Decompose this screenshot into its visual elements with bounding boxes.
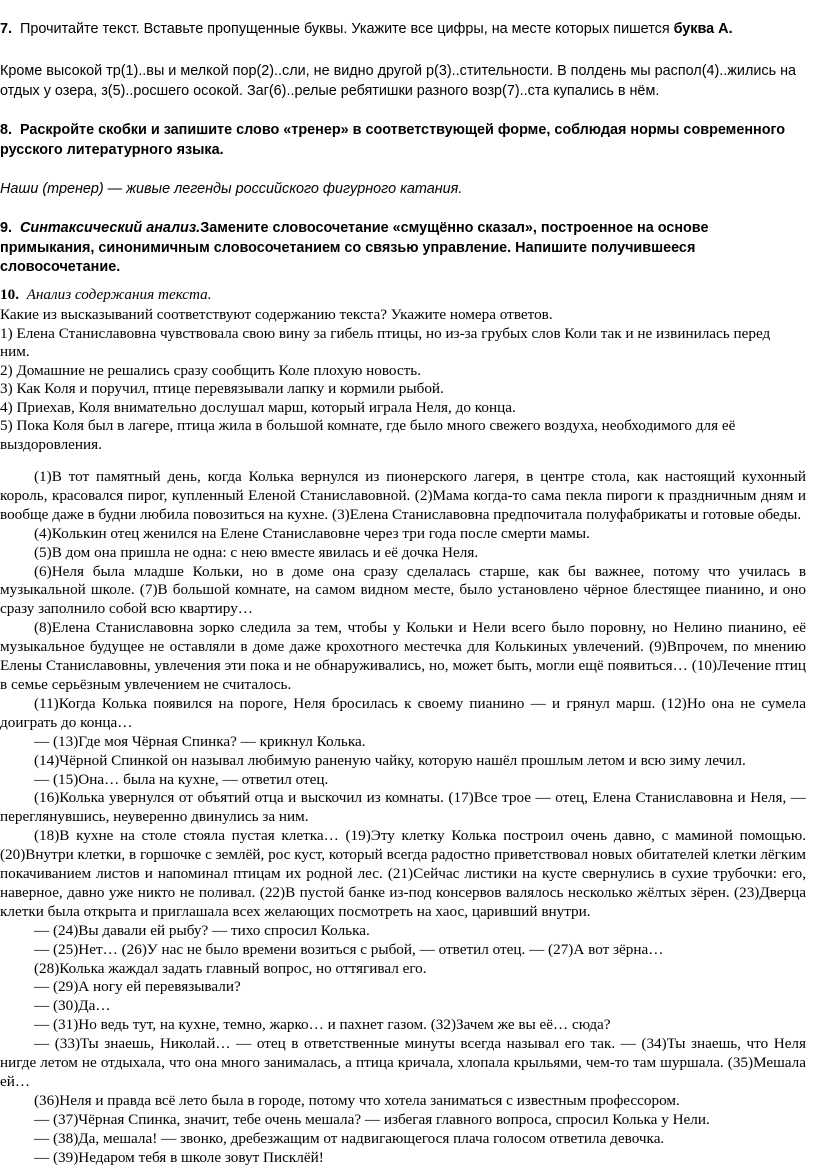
question-9-number: 9. <box>0 220 13 236</box>
story-paragraph: (18)В кухне на столе стояла пустая клетка… (19)Эту клетку Колька построил очень давно, с маминой помощью. (20)Внутри клетки, в горшочке с землёй, рос куст, который всегда радостно приветствовал новых обитателей клетки лёгким покачиванием листов и напоминал птицам их родной лес. (21)Сейчас листики на кусте свернулись в сухие трубочки: его, наверное, давно уже никто не поливал. (22)В пустой банке из-под консервов валялось несколько жёлтых зёрен. (23)Дверца клетки была открыта и приглашала всех желающих посмотреть на хаос, царивший внутри. <box>0 827 806 920</box>
question-9 <box>0 219 800 278</box>
story-paragraph: — (33)Ты знаешь, Николай… — отец в ответственные минуты всегда называл его так. — (34)Ты знаешь, что Неля нигде летом не отдыхала, что она много занималась, а птица кричала, хлопала крыльями, чем-то там шуршала. (35)Мешала ей… <box>0 1035 806 1090</box>
story-paragraph: — (37)Чёрная Спинка, значит, тебе очень мешала? — избегая главного вопроса, спросил Колька у Нели. <box>34 1110 710 1128</box>
story-paragraph: — (30)Да… <box>34 997 111 1015</box>
story-paragraph: — (38)Да, мешала! — звонко, дребезжащим от надвигающегося плача голосом ответила девочка. <box>34 1129 665 1147</box>
answer-option-1: 1) Елена Станиславовна чувствовала свою вину за гибель птицы, но из-за грубых слов Коли так и не извинилась перед ним. <box>0 324 771 360</box>
answer-option-4: 4) Приехав, Коля внимательно дослушал марш, который играла Неля, до конца. <box>0 398 516 416</box>
story-paragraph: (6)Неля была младше Кольки, но в доме она сразу сделалась старше, как бы важнее, потому что училась в музыкальной школе. (7)В большой комнате, на самом видном месте, было установлено чёрное блестящее пианино, и оно сразу заполнило собой всю квартиру… <box>0 562 806 618</box>
answer-option-2: 2) Домашние не решались сразу сообщить Коле плохую новость. <box>0 361 421 379</box>
question-8-number: 8. <box>0 122 13 138</box>
story-paragraph: (11)Когда Колька появился на пороге, Неля бросилась к своему пианино — и грянул марш. (12)Но она не сумела доиграть до конца… <box>0 694 806 731</box>
question-8-sentence <box>0 180 816 199</box>
question-7-number: 7. <box>0 21 13 37</box>
question-10-title: Анализ содержания текста. <box>26 286 212 303</box>
question-7-prompt <box>0 20 816 39</box>
question-7-text: Прочитайте текст. Вставьте пропущенные буквы. Укажите все цифры, на месте которых пишется <box>20 21 670 37</box>
story-paragraph: (28)Колька жаждал задать главный вопрос, но оттягивал его. <box>34 959 427 977</box>
story-paragraph: (14)Чёрной Спинкой он называл любимую раненую чайку, которую нашёл прошлым летом и всю зиму лечил. <box>34 751 746 769</box>
question-7 <box>0 20 816 39</box>
question-10 <box>0 285 816 304</box>
question-8 <box>0 121 800 160</box>
story-paragraph: — (13)Где моя Чёрная Спинка? — крикнул Колька. <box>34 732 366 750</box>
question-7-passage: Кроме высокой тр(1)..вы и мелкой пор(2)..сли, не видно другой р(3)..стительности. В полдень мы распол(4)..жились на отдых у озера, з(5)..росшего осокой. Заг(6)..релые ребятишки разного возр(7)..ста купались в нём. <box>0 63 797 99</box>
story-paragraph: — (31)Но ведь тут, на кухне, темно, жарко… и пахнет газом. (32)Зачем же вы её… сюда? <box>34 1016 611 1034</box>
story-paragraph: — (15)Она… была на кухне, — ответил отец. <box>34 770 329 788</box>
question-10-number: 10. <box>0 286 19 303</box>
story-paragraph: (36)Неля и правда всё лето была в городе, потому что хотела заниматься с известным профессором. <box>34 1091 680 1109</box>
story-paragraph: (4)Колькин отец женился на Елене Станиславовне через три года после смерти мамы. <box>34 524 590 542</box>
question-9-task: Замените словосочетание «смущённо сказал», построенное на основе примыкания, синонимичным словосочетанием со связью управление. Напишите получившееся словосочетание. <box>0 220 709 275</box>
answer-option-5: 5) Пока Коля был в лагере, птица жила в большой комнате, где было много свежего воздуха, необходимого для её выздоровления. <box>0 417 736 453</box>
story-paragraph: — (39)Недаром тебя в школе зовут Писклёй! <box>34 1148 324 1166</box>
story-paragraph: — (25)Нет… (26)У нас не было времени возиться с рыбой, — ответил отец. — (27)А вот зёрна… <box>34 940 664 958</box>
story-text <box>0 468 806 1168</box>
answer-option-3: 3) Как Коля и поручил, птице перевязывали лапку и кормили рыбой. <box>0 380 444 397</box>
story-paragraph: (8)Елена Станиславовна зорко следила за тем, чтобы у Кольки и Нели всего было поровну, но Нелино пианино, её музыкальное будущее не оставляли в доме даже крохотного местечка для Колькиных увлечений. (9)Впрочем, по мнению Елены Станиславовны, увлечения эти пока и не обнаруживались, но, может быть, могли ещё появиться… (10)Лечение птиц в семье серьёзным увлечением не считалось. <box>0 619 806 693</box>
story-paragraph: (5)В дом она пришла не одна: с нею вместе явилась и её дочка Неля. <box>34 543 479 561</box>
story-paragraph: — (29)А ногу ей перевязывали? <box>34 978 241 996</box>
question-8-sentence-text: Наши (тренер) — живые легенды российского фигурного катания. <box>0 181 463 197</box>
question-10-body <box>0 306 800 454</box>
story-paragraph: (16)Колька увернулся от объятий отца и выскочил из комнаты. (17)Все трое — отец, Елена Станиславовна и Неля, — переглянувшись, неуверенно двинулись за ним. <box>0 789 806 826</box>
question-9-title: Синтаксический анализ. <box>20 220 201 236</box>
story-paragraph: (1)В тот памятный день, когда Колька вернулся из пионерского лагеря, в центре стола, как настоящий кухонный король, красовался пирог, купленный Еленой Станиславовной. (2)Мама когда-то сама пекла пироги к праздничным дням и вообще даже в будни любила повозиться на кухне. (3)Елена Станиславовна предпочитала полуфабрикаты и готовые обеды. <box>0 468 806 523</box>
story-paragraph: — (24)Вы давали ей рыбу? — тихо спросил Колька. <box>34 921 370 939</box>
question-8-task: Раскройте скобки и запишите слово «тренер» в соответствующей форме, соблюдая нормы современного русского литературного языка. <box>0 122 786 158</box>
question-10-question: Какие из высказываний соответствуют содержанию текста? Укажите номера ответов. <box>0 306 553 323</box>
question-7-bold: буква А. <box>673 21 733 37</box>
